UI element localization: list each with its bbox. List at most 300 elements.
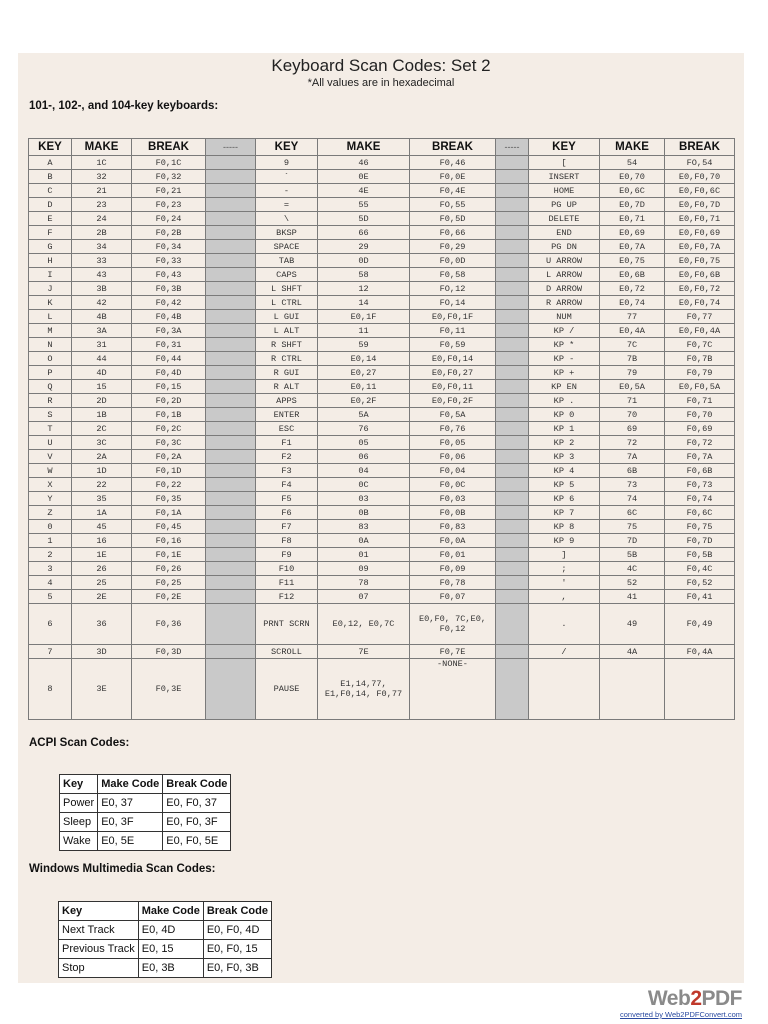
table-row	[29, 282, 735, 296]
table-cell: F0,1C	[132, 156, 206, 170]
column-separator	[206, 576, 256, 590]
table-cell: 52	[600, 576, 665, 590]
table-cell: L ARROW	[529, 268, 600, 282]
web2pdf-logo[interactable]	[620, 988, 742, 1019]
scan-code-table	[28, 138, 735, 720]
table-cell: KP -	[529, 352, 600, 366]
table-cell: F0,2D	[132, 394, 206, 408]
acpi-table-header	[60, 775, 231, 794]
table-cell: E0,F0,71	[665, 212, 735, 226]
table-cell: F0,16	[132, 534, 206, 548]
table-cell: 3B	[72, 282, 132, 296]
column-separator	[496, 170, 529, 184]
column-separator	[496, 310, 529, 324]
table-cell: F0,11	[410, 324, 496, 338]
table-row	[29, 240, 735, 254]
table-cell: G	[29, 240, 72, 254]
table-row	[29, 324, 735, 338]
table-cell: PG UP	[529, 198, 600, 212]
page-title: Keyboard Scan Codes: Set 2	[271, 56, 491, 75]
table-cell: 33	[72, 254, 132, 268]
table-cell: E1,14,77, E1,F0,14, F0,77	[318, 659, 410, 720]
table-cell: W	[29, 464, 72, 478]
table-row	[29, 436, 735, 450]
table-cell: F0,6C	[665, 506, 735, 520]
table-cell: 77	[600, 310, 665, 324]
table-cell: F0,34	[132, 240, 206, 254]
table-row	[60, 813, 231, 832]
table-cell: F0,77	[665, 310, 735, 324]
table-cell: F0,41	[665, 590, 735, 604]
table-cell: L ALT	[256, 324, 318, 338]
table-cell: F	[29, 226, 72, 240]
table-row	[29, 170, 735, 184]
column-separator	[206, 282, 256, 296]
table-cell: F0,44	[132, 352, 206, 366]
table-row	[29, 645, 735, 659]
table-cell: FO,14	[410, 296, 496, 310]
table-cell: F0,43	[132, 268, 206, 282]
table-cell: F3	[256, 464, 318, 478]
table-cell: E0,4A	[600, 324, 665, 338]
table-cell: 4E	[318, 184, 410, 198]
column-separator	[496, 436, 529, 450]
column-separator	[206, 198, 256, 212]
table-cell: Sleep	[60, 813, 98, 832]
table-cell: 0C	[318, 478, 410, 492]
table-cell: 4D	[72, 366, 132, 380]
column-separator	[206, 492, 256, 506]
column-separator	[496, 254, 529, 268]
column-separator	[206, 464, 256, 478]
table-cell: F0,5A	[410, 408, 496, 422]
table-cell: F8	[256, 534, 318, 548]
column-separator	[206, 184, 256, 198]
column-separator	[496, 576, 529, 590]
table-cell: F0,46	[410, 156, 496, 170]
table-cell: 44	[72, 352, 132, 366]
table-cell: Z	[29, 506, 72, 520]
table-cell: [	[529, 156, 600, 170]
logo-link[interactable]: converted by Web2PDFConvert.com	[620, 1010, 742, 1019]
table-cell: F0,01	[410, 548, 496, 562]
table-cell: 9	[256, 156, 318, 170]
table-cell: PG DN	[529, 240, 600, 254]
column-separator	[496, 506, 529, 520]
table-cell: E0,F0,27	[410, 366, 496, 380]
table-row	[29, 338, 735, 352]
table-cell: X	[29, 478, 72, 492]
table-cell: F0,35	[132, 492, 206, 506]
column-separator	[496, 198, 529, 212]
column-header: BREAK	[132, 139, 206, 156]
table-cell: 14	[318, 296, 410, 310]
table-cell: 4	[29, 576, 72, 590]
column-separator	[496, 464, 529, 478]
table-cell: F0,1E	[132, 548, 206, 562]
table-row	[29, 394, 735, 408]
logo-web: Web	[647, 987, 691, 1010]
table-cell: 59	[318, 338, 410, 352]
table-cell: CAPS	[256, 268, 318, 282]
column-separator	[496, 366, 529, 380]
table-cell: KP 6	[529, 492, 600, 506]
table-cell: 7C	[600, 338, 665, 352]
column-separator	[496, 450, 529, 464]
table-cell: 8	[29, 659, 72, 720]
table-cell: 09	[318, 562, 410, 576]
table-cell: S	[29, 408, 72, 422]
table-cell: E0,72	[600, 282, 665, 296]
table-cell: ,	[529, 590, 600, 604]
table-cell: 7E	[318, 645, 410, 659]
table-row	[29, 576, 735, 590]
table-cell: KP 1	[529, 422, 600, 436]
table-cell: KP 8	[529, 520, 600, 534]
table-cell: E0,F0,4A	[665, 324, 735, 338]
table-cell: 2C	[72, 422, 132, 436]
table-cell: '	[529, 576, 600, 590]
table-cell: 07	[318, 590, 410, 604]
table-cell: F10	[256, 562, 318, 576]
column-separator	[496, 548, 529, 562]
column-separator	[206, 394, 256, 408]
column-separator	[496, 478, 529, 492]
logo-wordmark	[620, 988, 742, 1010]
table-cell: U	[29, 436, 72, 450]
table-cell: E0, 4D	[138, 921, 203, 940]
table-cell: 4C	[600, 562, 665, 576]
table-cell: F0,2B	[132, 226, 206, 240]
table-cell: 73	[600, 478, 665, 492]
table-cell: 55	[318, 198, 410, 212]
table-cell: 79	[600, 366, 665, 380]
table-cell: F0,4A	[665, 645, 735, 659]
table-cell: E0, F0, 4D	[203, 921, 271, 940]
table-cell: .	[529, 604, 600, 645]
table-cell: 29	[318, 240, 410, 254]
table-cell: E0,27	[318, 366, 410, 380]
table-cell: -NONE-	[410, 659, 496, 720]
column-separator	[206, 450, 256, 464]
table-cell: E0,6B	[600, 268, 665, 282]
table-cell: F0,21	[132, 184, 206, 198]
table-row	[29, 590, 735, 604]
table-cell: 1B	[72, 408, 132, 422]
table-cell: F0,52	[665, 576, 735, 590]
column-separator	[206, 422, 256, 436]
table-cell: E0, 37	[98, 794, 163, 813]
table-cell: 1C	[72, 156, 132, 170]
table-cell: A	[29, 156, 72, 170]
table-cell: L	[29, 310, 72, 324]
table-cell: 76	[318, 422, 410, 436]
table-cell: F0,66	[410, 226, 496, 240]
table-cell: KP 2	[529, 436, 600, 450]
table-cell: 5	[29, 590, 72, 604]
table-cell: E0, 15	[138, 940, 203, 959]
table-cell: P	[29, 366, 72, 380]
column-separator	[206, 170, 256, 184]
column-header: Key	[59, 902, 139, 921]
table-cell: 74	[600, 492, 665, 506]
table-cell: E0,F0,72	[665, 282, 735, 296]
table-cell: E0,F0,74	[665, 296, 735, 310]
table-cell: F0,2E	[132, 590, 206, 604]
table-row	[29, 464, 735, 478]
table-cell: F0,3C	[132, 436, 206, 450]
table-cell: E0,F0, 7C,E0, F0,12	[410, 604, 496, 645]
table-cell: F0,24	[132, 212, 206, 226]
column-separator	[496, 156, 529, 170]
table-row	[29, 296, 735, 310]
table-cell: HOME	[529, 184, 600, 198]
table-cell: E0,1F	[318, 310, 410, 324]
table-cell: Wake	[60, 832, 98, 851]
table-cell: KP /	[529, 324, 600, 338]
table-cell: F1	[256, 436, 318, 450]
column-separator	[496, 645, 529, 659]
column-separator	[206, 254, 256, 268]
table-cell: E0,11	[318, 380, 410, 394]
table-cell: F0,3D	[132, 645, 206, 659]
table-cell: 15	[72, 380, 132, 394]
section-heading-acpi: ACPI Scan Codes:	[29, 737, 130, 749]
table-cell: F0,45	[132, 520, 206, 534]
column-separator	[206, 268, 256, 282]
table-row	[29, 562, 735, 576]
table-cell: E0,F0,11	[410, 380, 496, 394]
table-cell: 34	[72, 240, 132, 254]
table-cell	[665, 659, 735, 720]
table-cell: E0,7A	[600, 240, 665, 254]
column-separator	[206, 324, 256, 338]
table-cell: U ARROW	[529, 254, 600, 268]
table-cell: 2	[29, 548, 72, 562]
column-separator	[496, 380, 529, 394]
table-cell: F0,49	[665, 604, 735, 645]
table-cell: E0,75	[600, 254, 665, 268]
table-row	[29, 156, 735, 170]
table-cell: F0,04	[410, 464, 496, 478]
table-row	[29, 604, 735, 645]
column-separator	[206, 338, 256, 352]
table-cell: F11	[256, 576, 318, 590]
table-cell: 0E	[318, 170, 410, 184]
table-cell: E0, 3F	[98, 813, 163, 832]
table-cell: F0,1B	[132, 408, 206, 422]
column-header: MAKE	[318, 139, 410, 156]
column-separator	[206, 478, 256, 492]
column-separator	[206, 366, 256, 380]
table-row	[29, 492, 735, 506]
table-cell: Y	[29, 492, 72, 506]
table-row	[59, 940, 272, 959]
column-separator	[206, 156, 256, 170]
column-separator	[206, 352, 256, 366]
table-cell: F0,0C	[410, 478, 496, 492]
column-separator	[496, 338, 529, 352]
table-row	[59, 959, 272, 978]
table-row	[59, 921, 272, 940]
table-cell: I	[29, 268, 72, 282]
table-cell: 35	[72, 492, 132, 506]
table-cell: 05	[318, 436, 410, 450]
table-cell: 2D	[72, 394, 132, 408]
table-cell: 06	[318, 450, 410, 464]
column-separator	[206, 645, 256, 659]
table-cell: 0	[29, 520, 72, 534]
table-cell: 3A	[72, 324, 132, 338]
table-cell: F0,2A	[132, 450, 206, 464]
table-cell: E0,74	[600, 296, 665, 310]
table-cell: 1E	[72, 548, 132, 562]
table-cell: F0,75	[665, 520, 735, 534]
column-header: Break Code	[163, 775, 231, 794]
table-cell: F9	[256, 548, 318, 562]
column-header: -----	[496, 139, 529, 156]
table-row	[29, 506, 735, 520]
table-cell: 7B	[600, 352, 665, 366]
table-cell: F0,58	[410, 268, 496, 282]
table-cell: SCROLL	[256, 645, 318, 659]
column-header: Key	[60, 775, 98, 794]
table-cell: F0,4B	[132, 310, 206, 324]
table-row	[29, 198, 735, 212]
table-cell: 41	[600, 590, 665, 604]
table-cell: E0,70	[600, 170, 665, 184]
table-row	[29, 520, 735, 534]
table-cell: 5B	[600, 548, 665, 562]
table-cell: T	[29, 422, 72, 436]
table-cell: 1	[29, 534, 72, 548]
table-cell: F0,73	[665, 478, 735, 492]
table-cell: 32	[72, 170, 132, 184]
column-separator	[206, 604, 256, 645]
column-separator	[496, 492, 529, 506]
table-cell: F0,0D	[410, 254, 496, 268]
section-heading-multimedia: Windows Multimedia Scan Codes:	[29, 863, 216, 875]
table-cell: F0,2C	[132, 422, 206, 436]
column-separator	[206, 436, 256, 450]
table-cell: KP 9	[529, 534, 600, 548]
table-cell: O	[29, 352, 72, 366]
table-cell: C	[29, 184, 72, 198]
table-cell: FO,55	[410, 198, 496, 212]
table-cell: F0,29	[410, 240, 496, 254]
column-separator	[496, 282, 529, 296]
table-cell: -	[256, 184, 318, 198]
table-cell: 3C	[72, 436, 132, 450]
table-cell: 1A	[72, 506, 132, 520]
table-cell: E0,14	[318, 352, 410, 366]
table-cell: L GUI	[256, 310, 318, 324]
column-header: KEY	[256, 139, 318, 156]
table-cell: E0, F0, 37	[163, 794, 231, 813]
column-header: BREAK	[410, 139, 496, 156]
table-cell: K	[29, 296, 72, 310]
table-cell: F0,23	[132, 198, 206, 212]
column-separator	[496, 352, 529, 366]
table-cell: F0,33	[132, 254, 206, 268]
table-cell: E0, F0, 3F	[163, 813, 231, 832]
table-cell: F2	[256, 450, 318, 464]
table-cell: BKSP	[256, 226, 318, 240]
table-cell: 3	[29, 562, 72, 576]
table-row	[60, 794, 231, 813]
table-cell: F0,78	[410, 576, 496, 590]
table-cell: PRNT SCRN	[256, 604, 318, 645]
table-cell: 72	[600, 436, 665, 450]
table-cell: /	[529, 645, 600, 659]
table-cell: F0,4E	[410, 184, 496, 198]
table-cell: E0,F0,7D	[665, 198, 735, 212]
table-row	[29, 226, 735, 240]
table-cell: 75	[600, 520, 665, 534]
table-cell: 2E	[72, 590, 132, 604]
column-separator	[206, 562, 256, 576]
table-cell: =	[256, 198, 318, 212]
column-separator	[206, 212, 256, 226]
scan-code-table-header	[29, 139, 735, 156]
table-cell: 2B	[72, 226, 132, 240]
table-cell: 45	[72, 520, 132, 534]
table-cell: F0,5D	[410, 212, 496, 226]
table-cell: KP EN	[529, 380, 600, 394]
table-cell: E0,F0,1F	[410, 310, 496, 324]
table-cell: F0,15	[132, 380, 206, 394]
table-cell: 1D	[72, 464, 132, 478]
table-cell: 31	[72, 338, 132, 352]
table-cell: E0, F0, 3B	[203, 959, 271, 978]
table-cell: F0,0E	[410, 170, 496, 184]
table-cell: E0,F0,7A	[665, 240, 735, 254]
column-separator	[496, 520, 529, 534]
table-cell	[600, 659, 665, 720]
table-cell: F0,32	[132, 170, 206, 184]
table-cell: F0,36	[132, 604, 206, 645]
table-row	[29, 422, 735, 436]
table-row	[29, 310, 735, 324]
table-cell: ESC	[256, 422, 318, 436]
table-cell: 04	[318, 464, 410, 478]
table-cell: D ARROW	[529, 282, 600, 296]
table-cell: KP .	[529, 394, 600, 408]
column-separator	[496, 408, 529, 422]
column-separator	[206, 226, 256, 240]
table-cell: 03	[318, 492, 410, 506]
table-cell: 5D	[318, 212, 410, 226]
table-row	[29, 659, 735, 720]
table-cell: F0,79	[665, 366, 735, 380]
table-row	[29, 254, 735, 268]
column-separator	[496, 562, 529, 576]
column-separator	[496, 422, 529, 436]
column-header: Break Code	[203, 902, 271, 921]
table-cell: L CTRL	[256, 296, 318, 310]
column-separator	[496, 604, 529, 645]
table-cell: ENTER	[256, 408, 318, 422]
table-cell: R SHFT	[256, 338, 318, 352]
column-header: Make Code	[138, 902, 203, 921]
column-header: Make Code	[98, 775, 163, 794]
table-row	[29, 450, 735, 464]
column-separator	[496, 394, 529, 408]
table-cell: Previous Track	[59, 940, 139, 959]
column-header: MAKE	[600, 139, 665, 156]
table-cell: F0,76	[410, 422, 496, 436]
table-cell: E0,F0,75	[665, 254, 735, 268]
